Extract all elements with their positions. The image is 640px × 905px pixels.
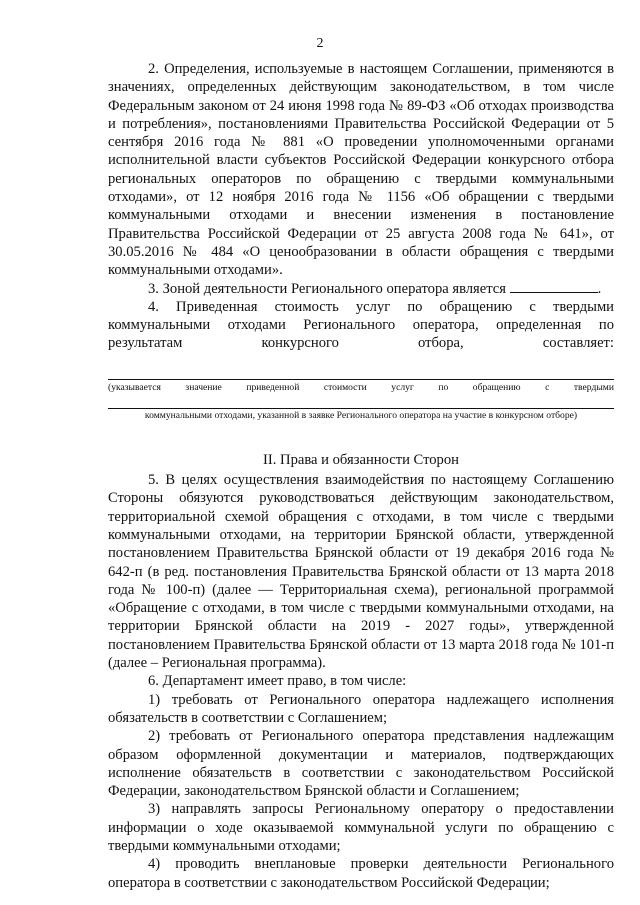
paragraph-operator-zone [108, 280, 614, 298]
service-cost-hint-line-1: (указывается значение приведенной стоимости услуг по обращению с твердыми [108, 381, 614, 393]
paragraph-cooperation: 5. В целях осуществления взаимодействия по настоящему Соглашению Стороны обязуются руководствоваться действующим законодательством, территориальной схемой обращения с отходами, в том числе с твердыми коммунальными отходами, на территории Брянской области, утвержденной постановлением Правительства Брянской области от 19 декабря 2016 года № 642-п (в ред. постановления Правительства Брянской области от 13 марта 2018 года № 100-п) (далее — Территориальная схема), региональной программой «Обращение с отходами, в том числе с твердыми коммунальными отходами, на территории Брянской области на 2019 - 2027 годы», утвержденной постановлением Правительства Брянской области от 13 марта 2018 года № 101-п (далее – Региональная программа). [108, 472, 614, 672]
list-item: 1) требовать от Регионального оператора надлежащего исполнения обязательств в соответствии с Соглашением; [108, 691, 614, 726]
paragraph-operator-zone-text: 3. Зоной деятельности Регионального оператора является [148, 280, 506, 297]
operator-zone-blank [510, 280, 598, 293]
paragraph-service-cost: 4. Приведенная стоимость услуг по обращению с твердыми коммунальными отходами Регионального оператора, определенная по результатам конкурсного отбора, составляет: [108, 298, 614, 352]
service-cost-fill-line [108, 363, 614, 380]
paragraph-definitions: 2. Определения, используемые в настоящем Соглашении, применяются в значениях, определенных действующим законодательством, в том числе Федеральным законом от 24 июня 1998 года № 89-ФЗ «Об отходах производства и потребления», постановлениями Правительства Российской Федерации от 5 сентября 2016 года № 881 «О проведении уполномоченными органами исполнительной власти субъектов Российской Федерации конкурсного отбора региональных операторов по обращению с твердыми коммунальными отходами», от 12 ноября 2016 года № 1156 «Об обращении с твердыми коммунальными отходами и внесении изменения в постановление Правительства Российской Федерации от 25 августа 2008 года № 641», от 30.05.2016 № 484 «О ценообразовании в области обращения с твердыми коммунальными отходами». [108, 61, 614, 279]
document-body [108, 60, 614, 892]
service-cost-fill-line-2 [108, 394, 614, 409]
list-item: 2) требовать от Регионального оператора представления надлежащим образом оформленной документации и материалов, подтверждающих исполнение обязательств в соответствии с законодательством Российской Федерации, законодательством Брянской области и Соглашением; [108, 728, 614, 800]
list-item: 4) проводить внеплановые проверки деятельности Регионального оператора в соответствии с законодательством Российской Федерации; [108, 856, 614, 891]
service-cost-fill-block [108, 363, 614, 421]
service-cost-hint-line-2: коммунальными отходами, указанной в заявке Регионального оператора на участие в конкурсном отборе) [144, 409, 578, 421]
paragraph-department-rights: 6. Департамент имеет право, в том числе: [148, 673, 407, 690]
paragraph-operator-zone-end: . [597, 280, 602, 297]
section-title: II. Права и обязанности Сторон [263, 451, 459, 468]
page-number: 2 [316, 36, 324, 51]
list-item: 3) направлять запросы Региональному оператору о предоставлении информации о ходе оказываемой коммунальной услуги по обращению с твердыми коммунальными отходами; [108, 801, 614, 854]
